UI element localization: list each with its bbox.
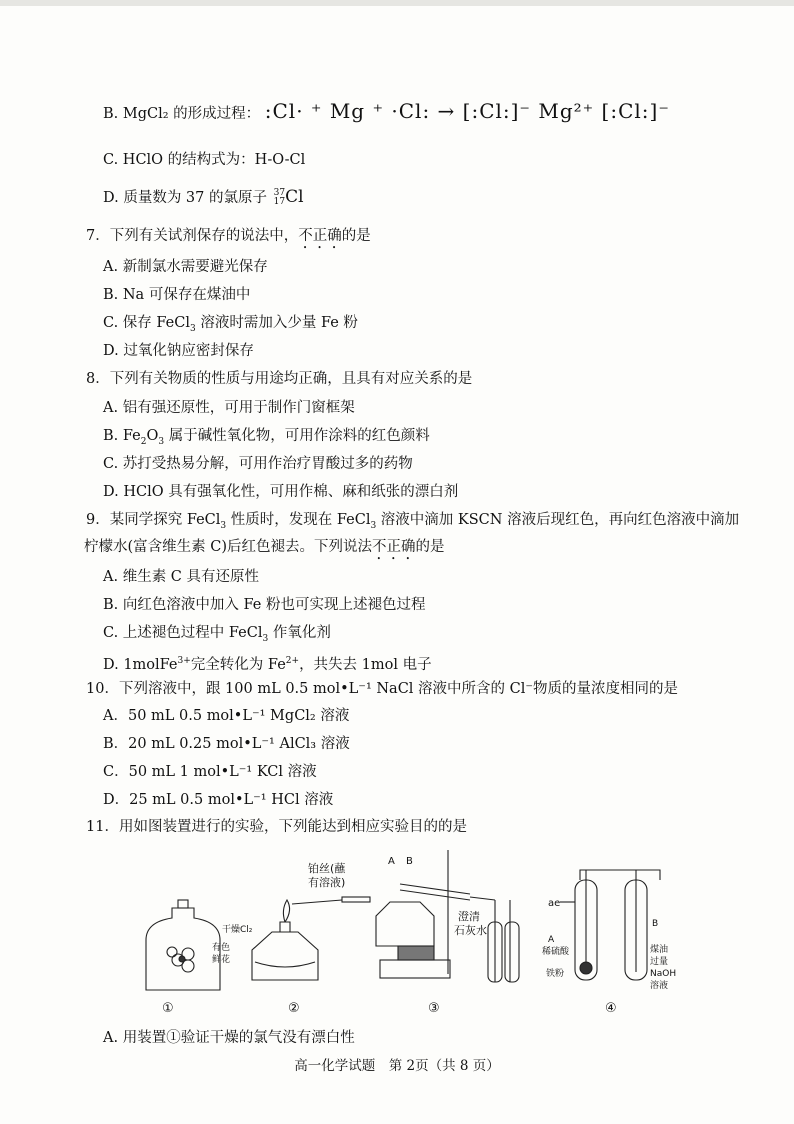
q10-stem: 10．下列溶液中，跟 100 mL 0.5 mol•L⁻¹ NaCl 溶液中所含的 Cl⁻物质的量浓度相同的是 [86, 681, 679, 697]
label-dry-cl2: 干燥Cl₂ [222, 925, 253, 935]
mass-number: 37 [273, 188, 286, 198]
q10-option-c: C．50 mL 1 mol•L⁻¹ KCl 溶液 [103, 764, 317, 780]
label-flower-1: 有色 [212, 943, 231, 953]
caption-3: ③ [428, 1001, 440, 1016]
caption-4: ④ [605, 1001, 617, 1016]
label-pt-2: 有溶液) [308, 876, 346, 889]
q9-option-c: C. 上述褪色过程中 FeCl$_3$ 作氧化剂 [103, 625, 331, 644]
q9-emphasis: 不正确 [372, 539, 416, 555]
q9-stem1-c: 溶液中滴加 KSCN 溶液后现红色，再向红色溶液中滴加 [376, 512, 740, 528]
label-b: B [406, 856, 413, 867]
apparatus-2-flame-test [252, 897, 370, 980]
q9-stem-line2 [84, 537, 445, 563]
scan-top-edge [0, 0, 794, 6]
q10-option-b: B．20 mL 0.25 mol•L⁻¹ AlCl₃ 溶液 [103, 736, 350, 752]
q6-option-b-text: B. MgCl₂ 的形成过程： [103, 106, 261, 122]
q7-stem-text: 7．下列有关试剂保存的说法中， [86, 228, 299, 244]
q8-option-a: A. 铝有强还原性，可用于制作门窗框架 [103, 400, 355, 416]
mgcl2-formation-formula: :Cl· ⁺ Mg ⁺ ·Cl: → [:Cl:]⁻ Mg²⁺ [:Cl:]⁻ [264, 99, 670, 123]
q7-option-b: B. Na 可保存在煤油中 [103, 287, 251, 303]
q9-option-a: A. 维生素 C 具有还原性 [103, 569, 260, 585]
label-lime-1: 澄清 [458, 910, 480, 923]
q11-stem: 11．用如图装置进行的实验，下列能达到相应实验目的的是 [86, 819, 467, 835]
q8-option-b-o: O [146, 428, 159, 444]
q8-option-c: C. 苏打受热易分解，可用作治疗胃酸过多的药物 [103, 456, 413, 472]
apparatus-1-bottle [146, 900, 220, 990]
q9-stem-line1: 9．某同学探究 FeCl$_3$ 性质时，发现在 FeCl$_3$ 溶液中滴加 KSCN 溶液后现红色，再向红色溶液中滴加 [86, 512, 740, 531]
q8-option-d: D. HClO 具有强氧化性，可用作棉、麻和纸张的漂白剂 [103, 484, 459, 500]
page-footer: 高一化学试题 第 2页（共 8 页） [294, 1058, 500, 1074]
q6-option-b [103, 101, 670, 124]
q9-stem2-a: 柠檬水(富含维生素 C)后红色褪去。下列说法 [84, 539, 373, 555]
caption-2: ② [288, 1001, 300, 1016]
label-naoh-2: 溶液 [650, 981, 669, 991]
element-symbol: Cl [285, 187, 304, 207]
q7-stem-end: 的是 [341, 228, 371, 244]
label-b2: B [652, 919, 659, 929]
q7-option-a: A. 新制氯水需要避光保存 [103, 259, 268, 275]
q8-stem: 8．下列有关物质的性质与用途均正确，且具有对应关系的是 [86, 371, 473, 387]
q7-option-c-text: C. 保存 FeCl [103, 315, 190, 331]
label-pt-1: 铂丝(蘸 [308, 862, 346, 875]
atomic-number: 17 [273, 197, 286, 207]
q11-option-a: A. 用装置①验证干燥的氯气没有漂白性 [103, 1030, 355, 1046]
q6-option-c: C. HClO 的结构式为：H-O-Cl [103, 152, 306, 168]
label-kero-1: 煤油 [650, 945, 669, 955]
caption-1: ① [162, 1001, 174, 1016]
label-acid: 稀硫酸 [542, 947, 570, 957]
label-kero-2: 过量 [650, 957, 669, 967]
label-flower-2: 鲜花 [212, 955, 231, 965]
label-lime-2: 石灰水 [454, 924, 487, 937]
label-a: A [388, 856, 395, 867]
q9-stem2-b: 的是 [415, 539, 445, 555]
q9-option-d-c: ，共失去 1mol 电子 [299, 656, 432, 673]
label-a2: A [548, 935, 555, 945]
label-fe: 铁粉 [546, 969, 565, 979]
q7-option-d: D. 过氧化钠应密封保存 [103, 343, 254, 359]
q6-option-d-text: D. 质量数为 37 的氯原子 [103, 190, 267, 206]
q9-option-d-b: 完全转化为 Fe [190, 656, 286, 673]
q7-option-c-end: 溶液时需加入少量 Fe 粉 [195, 315, 358, 331]
q8-option-b: B. $Fe_2O_3$ 属于碱性氧化物，可用作涂料的红色颜料 [103, 428, 430, 447]
apparatus-figure [150, 842, 677, 1020]
apparatus-4-fe-oh2 [560, 870, 660, 980]
q9-option-c-text: C. 上述褪色过程中 FeCl [103, 625, 263, 641]
label-ae: ae [548, 898, 561, 909]
q7-option-c: C. 保存 FeCl$_3$ 溶液时需加入少量 Fe 粉 [103, 315, 358, 334]
q8-option-b-text: B. Fe [103, 428, 141, 444]
apparatus-3-heating [376, 850, 519, 982]
q7-stem [86, 226, 371, 252]
q9-option-c-end: 作氧化剂 [268, 625, 331, 641]
q9-option-b: B. 向红色溶液中加入 Fe 粉也可实现上述褪色过程 [103, 597, 426, 613]
q9-option-d-a: D. 1molFe [103, 656, 178, 673]
q6-option-d [103, 187, 304, 208]
q10-option-a: A．50 mL 0.5 mol•L⁻¹ MgCl₂ 溶液 [103, 708, 350, 724]
q9-option-d: D. 1molFe$^{3+}$完全转化为 $Fe^{2+}$，共失去 1mol 电子 [103, 656, 432, 673]
q10-option-d: D．25 mL 0.5 mol•L⁻¹ HCl 溶液 [103, 792, 334, 808]
label-naoh-1: NaOH [650, 969, 677, 979]
nuclide-numbers [274, 189, 285, 207]
q7-emphasis: 不正确 [298, 228, 342, 244]
q9-stem1-b: 性质时，发现在 FeCl [226, 512, 371, 528]
q9-stem1-a: 9．某同学探究 FeCl [86, 512, 221, 528]
q8-option-b-end: 属于碱性氧化物，可用作涂料的红色颜料 [164, 428, 430, 444]
